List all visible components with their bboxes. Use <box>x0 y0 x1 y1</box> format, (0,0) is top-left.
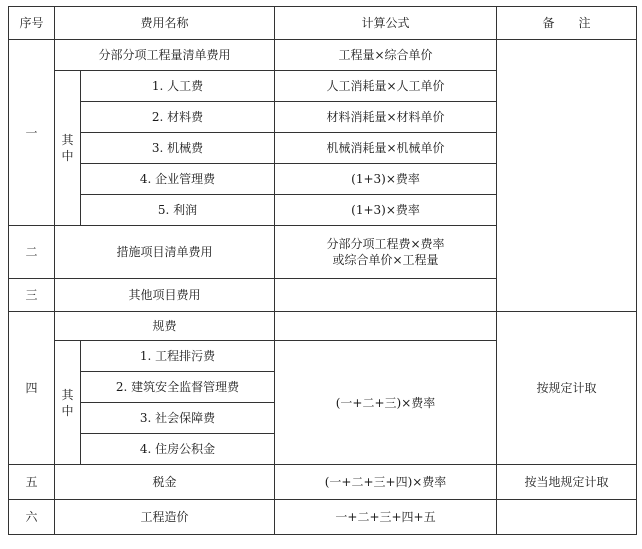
seq-cell-four: 四 <box>9 312 55 465</box>
formula-cell-multiline <box>275 226 497 279</box>
formula-cell <box>275 279 497 312</box>
qizhong-cell <box>55 341 81 465</box>
formula-cell: 一+二+三+四+五 <box>275 500 497 535</box>
fee-calculation-table <box>8 6 637 535</box>
qizhong-cell <box>55 71 81 226</box>
note-cell-empty <box>497 40 637 312</box>
seq-cell-three: 三 <box>9 279 55 312</box>
name-cell: 其他项目费用 <box>55 279 275 312</box>
table-row <box>9 312 637 341</box>
formula-cell: 机械消耗量×机械单价 <box>275 133 497 164</box>
formula-cell-empty <box>275 312 497 341</box>
formula-cell: (一+二+三+四)×费率 <box>275 465 497 500</box>
seq-cell-two: 二 <box>9 226 55 279</box>
table-row <box>9 500 637 535</box>
header-formula: 计算公式 <box>275 7 497 40</box>
sub-item-name: 5. 利润 <box>81 195 275 226</box>
formula-cell: 工程量×综合单价 <box>275 40 497 71</box>
seq-cell-five: 五 <box>9 465 55 500</box>
formula-cell: (一+二+三)×费率 <box>275 341 497 465</box>
header-name: 费用名称 <box>55 7 275 40</box>
header-row <box>9 7 637 40</box>
note-cell <box>497 500 637 535</box>
sub-item-name: 3. 机械费 <box>81 133 275 164</box>
sub-item-name: 3. 社会保障费 <box>81 403 275 434</box>
sub-item-name: 1. 工程排污费 <box>81 341 275 372</box>
sub-item-name: 2. 材料费 <box>81 102 275 133</box>
formula-cell: 材料消耗量×材料单价 <box>275 102 497 133</box>
name-cell: 税金 <box>55 465 275 500</box>
seq-cell-six: 六 <box>9 500 55 535</box>
note-cell: 按规定计取 <box>497 312 637 465</box>
qizhong-label: 其中 <box>61 133 74 163</box>
table-row <box>9 465 637 500</box>
formula-line: 或综合单价×工程量 <box>332 253 439 267</box>
sub-item-name: 4. 企业管理费 <box>81 164 275 195</box>
header-seq: 序号 <box>9 7 55 40</box>
name-cell: 分部分项工程量清单费用 <box>55 40 275 71</box>
name-cell: 规费 <box>55 312 275 341</box>
name-cell: 措施项目清单费用 <box>55 226 275 279</box>
formula-cell: (1+3)×费率 <box>275 195 497 226</box>
seq-cell-one: 一 <box>9 40 55 226</box>
sub-item-name: 4. 住房公积金 <box>81 434 275 465</box>
qizhong-label: 其中 <box>61 387 74 418</box>
formula-cell: 人工消耗量×人工单价 <box>275 71 497 102</box>
sub-item-name: 1. 人工费 <box>81 71 275 102</box>
table-row <box>9 40 637 71</box>
sub-item-name: 2. 建筑安全监督管理费 <box>81 372 275 403</box>
formula-line: 分部分项工程费×费率 <box>326 237 445 251</box>
header-note: 备 注 <box>497 7 637 40</box>
note-cell: 按当地规定计取 <box>497 465 637 500</box>
formula-cell: (1+3)×费率 <box>275 164 497 195</box>
name-cell: 工程造价 <box>55 500 275 535</box>
